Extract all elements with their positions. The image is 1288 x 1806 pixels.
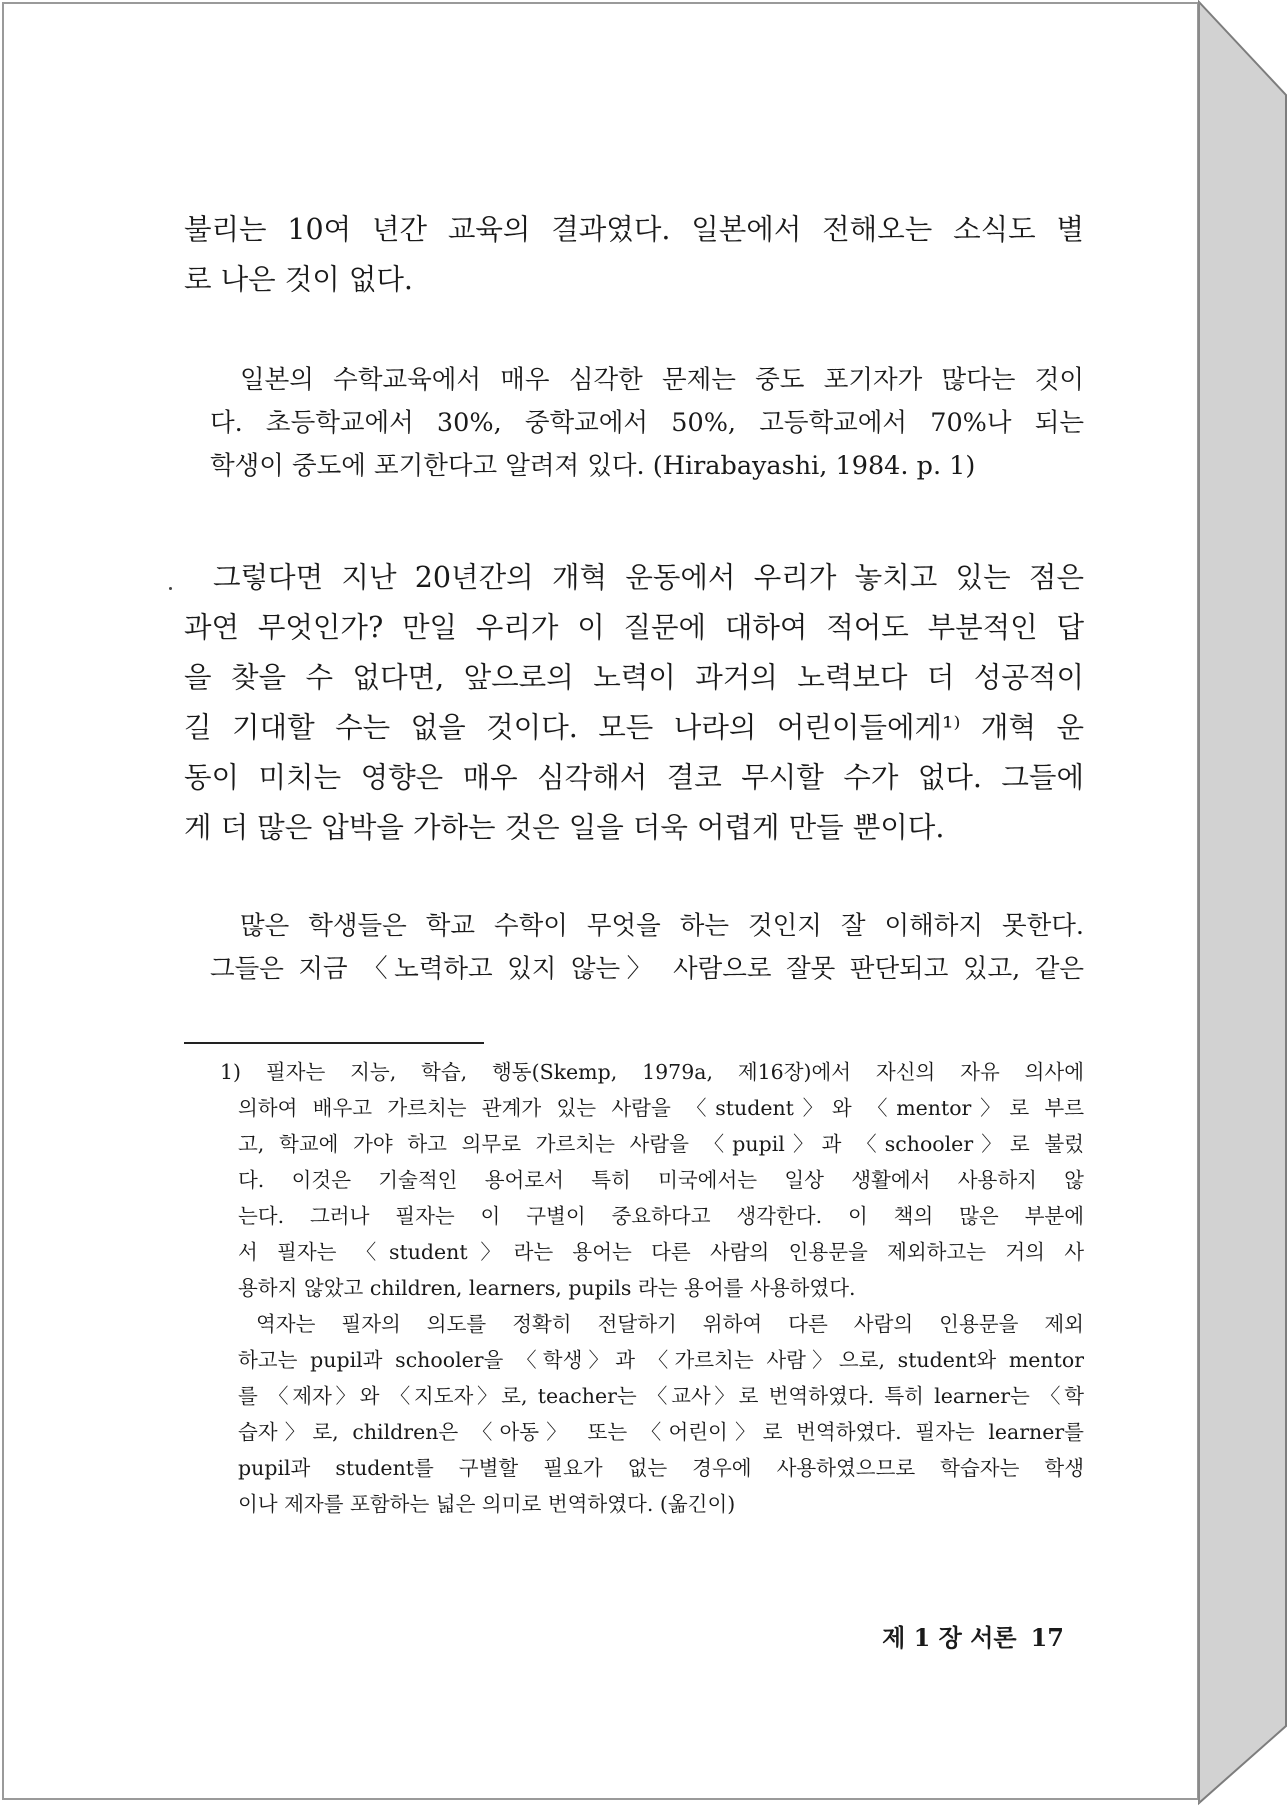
text-line: 길 기대할 수는 없을 것이다. 모든 나라의 어린이들에게¹⁾ 개혁 운: [184, 711, 1084, 744]
text-line: 로 나은 것이 없다.: [184, 263, 413, 296]
footnote-line: 1) 필자는 지능, 학습, 행동(Skemp, 1979a, 제16장)에서 자신의 자유 의사에: [220, 1060, 1084, 1084]
footnote-line: 서 필자는 〈student〉라는 용어는 다른 사람의 인용문을 제외하고는 거의 사: [238, 1240, 1084, 1264]
footnote-line: pupil과 student를 구별할 필요가 없는 경우에 사용하였으므로 학습자는 학생: [238, 1456, 1084, 1480]
footnote-line: 다. 이것은 기술적인 용어로서 특히 미국에서는 일상 생활에서 사용하지 않: [238, 1168, 1084, 1192]
footnote-line: 이나 제자를 포함하는 넓은 의미로 번역하였다. (옮긴이): [238, 1492, 736, 1516]
footnote-line: 를 〈제자〉와 〈지도자〉로, teacher는 〈교사〉로 번역하였다. 특히 learner는 〈학: [238, 1384, 1084, 1408]
text-line: 그렇다면 지난 20년간의 개혁 운동에서 우리가 놓치고 있는 점은: [213, 561, 1084, 594]
paragraph-top: [184, 205, 1084, 305]
text-line: 다. 초등학교에서 30%, 중학교에서 50%, 고등학교에서 70%나 되는: [210, 408, 1084, 438]
page-number: 17: [1030, 1623, 1064, 1652]
footnote: [220, 1054, 1084, 1522]
paragraph-middle: [184, 553, 1084, 853]
footnote-line: 의하여 배우고 가르치는 관계가 있는 사람을 〈student〉와 〈mentor〉로 부르: [238, 1096, 1084, 1120]
footnote-line: 역자는 필자의 의도를 정확히 전달하기 위하여 다른 사람의 인용문을 제외: [256, 1312, 1084, 1336]
chapter-label: 제 1 장 서론: [882, 1623, 1017, 1652]
footnote-separator: [184, 1042, 484, 1044]
text-line: 동이 미치는 영향은 매우 심각해서 결코 무시할 수가 없다. 그들에: [184, 761, 1084, 794]
text-line: 게 더 많은 압박을 가하는 것은 일을 더욱 어렵게 만들 뿐이다.: [184, 811, 945, 844]
paragraph-bottom: [210, 905, 1084, 991]
footnote-line: 고, 학교에 가야 하고 의무로 가르치는 사람을 〈pupil〉과 〈schooler〉로 불렀: [238, 1132, 1084, 1156]
footnote-line: 용하지 않았고 children, learners, pupils 라는 용어를 사용하였다.: [238, 1276, 856, 1300]
text-line: 일본의 수학교육에서 매우 심각한 문제는 중도 포기자가 많다는 것이: [240, 365, 1084, 395]
text-line: 학생이 중도에 포기한다고 알려져 있다. (Hirabayashi, 1984. p. 1): [210, 451, 976, 481]
footnote-line: 는다. 그러나 필자는 이 구별이 중요하다고 생각한다. 이 책의 많은 부분에: [238, 1204, 1084, 1228]
text-line: 을 찾을 수 없다면, 앞으로의 노력이 과거의 노력보다 더 성공적이: [184, 661, 1084, 694]
block-quote: [210, 359, 1084, 488]
text-line: 그들은 지금 〈노력하고 있지 않는〉 사람으로 잘못 판단되고 있고, 같은: [210, 954, 1084, 984]
text-line: 많은 학생들은 학교 수학이 무엇을 하는 것인지 잘 이해하지 못한다.: [240, 911, 1084, 941]
text-line: 불리는 10여 년간 교육의 결과였다. 일본에서 전해오는 소식도 별: [184, 213, 1084, 246]
running-footer: [860, 1618, 1064, 1653]
text-line: 과연 무엇인가? 만일 우리가 이 질문에 대하여 적어도 부분적인 답: [184, 611, 1084, 644]
print-speck: [169, 587, 172, 590]
footnote-line: 습자〉로, children은 〈아동〉 또는 〈어린이〉로 번역하였다. 필자는 learner를: [238, 1420, 1084, 1444]
footnote-line: 하고는 pupil과 schooler을 〈학생〉과 〈가르치는 사람〉으로, student와 mentor: [238, 1348, 1084, 1372]
